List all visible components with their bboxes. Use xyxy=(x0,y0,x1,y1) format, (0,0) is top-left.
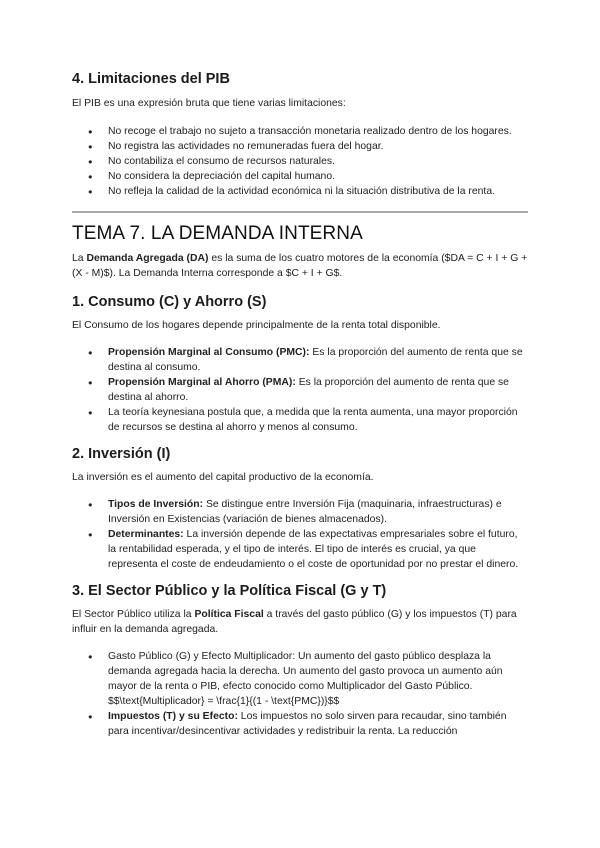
sector-intro: El Sector Público utiliza la Política Fiscal a través del gasto público (G) y los impuestos (T) para influir en la demanda agregada. xyxy=(72,609,517,635)
list-item: ● No refleja la calidad de la actividad económica ni la situación distributiva de la renta. xyxy=(72,184,528,199)
list-item: ● Gasto Público (G) y Efecto Multiplicador: Un aumento del gasto público desplaza la demanda agregada hacia la derecha. Un aumento del gasto provoca un aumento aún mayor de la renta o PIB, efecto conocido como Multiplicador del Gasto Público. $$\text{Multiplicador} = \frac{1}{(1 - \text{PMC})}$$ xyxy=(72,649,528,709)
list-item: ● Propensión Marginal al Ahorro (PMA): Es la proporción del aumento de renta que se destina al ahorro. xyxy=(72,375,528,405)
chapter-title: TEMA 7. LA DEMANDA INTERNA xyxy=(72,223,363,244)
list-item: ● Tipos de Inversión: Se distingue entre Inversión Fija (maquinaria, infraestructuras) e Inversión en Existencias (variación de bienes almacenados). xyxy=(72,497,528,527)
consumo-intro: El Consumo de los hogares depende principalmente de la renta total disponible. xyxy=(72,320,441,331)
section-heading-inversion: 2. Inversión (I) xyxy=(72,446,171,462)
section-heading-consumo: 1. Consumo (C) y Ahorro (S) xyxy=(72,294,267,310)
document-page xyxy=(72,66,528,739)
list-item: ● Determinantes: La inversión depende de las expectativas empresariales sobre el futuro, la rentabilidad esperada, y el tipo de interés. El tipo de interés es crucial, ya que representa el coste de endeudamiento o el coste de oportunidad por no prestar el dinero. xyxy=(72,527,528,572)
section-heading-sector-publico: 3. El Sector Público y la Política Fiscal (G y T) xyxy=(72,583,387,599)
list-item: ● No registra las actividades no remuneradas fuera del hogar. xyxy=(72,139,528,154)
list-item: ● No recoge el trabajo no sujeto a transacción monetaria realizado dentro de los hogares. xyxy=(72,124,528,139)
consumo-list xyxy=(72,345,528,435)
list-item: ● Propensión Marginal al Consumo (PMC): Es la proporción del aumento de renta que se destina al consumo. xyxy=(72,345,528,375)
horizontal-divider xyxy=(72,211,528,213)
section-heading-limitaciones: 4. Limitaciones del PIB xyxy=(72,71,230,87)
limitaciones-list xyxy=(72,124,528,199)
list-item: ● Impuestos (T) y su Efecto: Los impuestos no solo sirven para recaudar, sino también para incentivar/desincentivar actividades y redistribuir la renta. La reducción xyxy=(72,709,528,739)
inversion-intro: La inversión es el aumento del capital productivo de la economía. xyxy=(72,472,374,483)
list-item: ● La teoría keynesiana postula que, a medida que la renta aumenta, una mayor proporción de recursos se destina al ahorro y menos al consumo. xyxy=(72,405,528,435)
list-item: ● No contabiliza el consumo de recursos naturales. xyxy=(72,154,528,169)
sector-list xyxy=(72,649,528,739)
list-item: ● No considera la depreciación del capital humano. xyxy=(72,169,528,184)
limitaciones-intro: El PIB es una expresión bruta que tiene varias limitaciones: xyxy=(72,98,346,109)
tema-intro: La Demanda Agregada (DA) es la suma de los cuatro motores de la economía ($DA = C + I + G + (X - M)$). La Demanda Interna corresponde a $C + I + G$. xyxy=(72,253,528,279)
inversion-list xyxy=(72,497,528,572)
